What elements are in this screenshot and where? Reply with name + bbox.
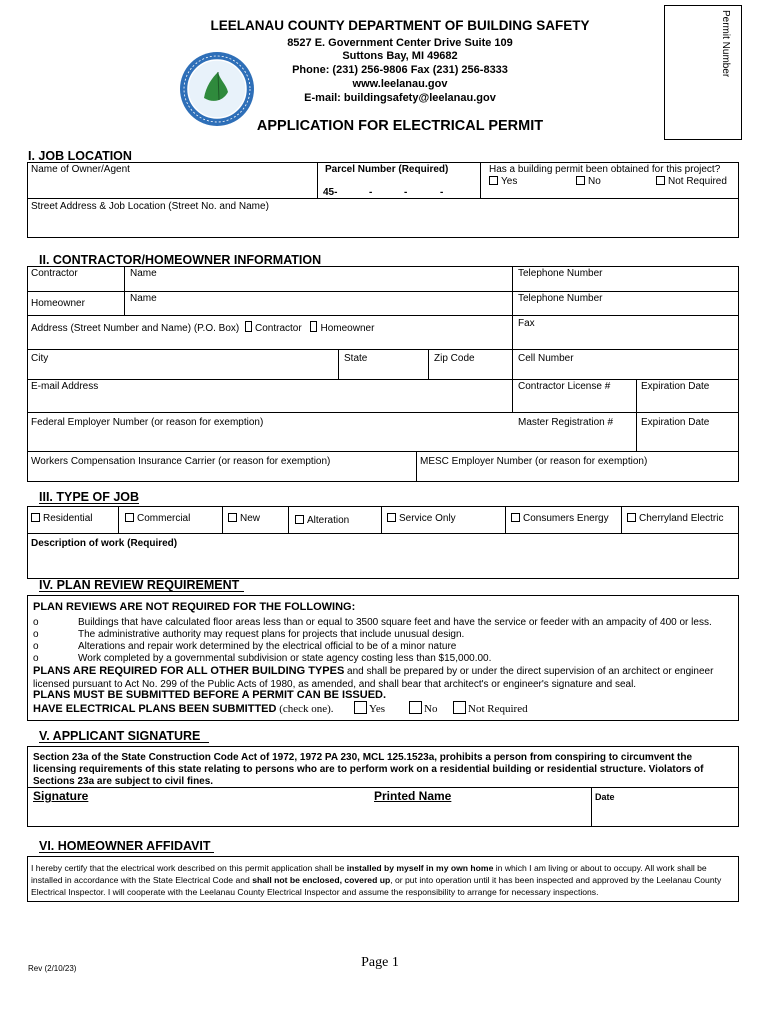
owner-agent-label: Name of Owner/Agent [31, 164, 130, 175]
check-one-text: (check one). [276, 703, 334, 715]
job-alteration-option[interactable] [295, 515, 349, 526]
permit-no-label: No [588, 176, 601, 187]
plan-exempt-item-3: Alterations and repair work determined by the electrical official to be of a minor nature [78, 641, 457, 652]
job-commercial-option[interactable] [125, 513, 190, 524]
permit-question: Has a building permit been obtained for this project? [489, 164, 721, 175]
contractor-phone-label: Telephone Number [518, 268, 603, 279]
checkbox[interactable] [489, 176, 498, 185]
printed-name-label: Printed Name [374, 789, 452, 803]
bullet-2: o [33, 629, 39, 640]
parcel-dash-3: - [440, 187, 444, 198]
job-commercial-label: Commercial [137, 513, 191, 524]
job-new-label: New [240, 513, 261, 524]
signature-statement: Section 23a of the State Construction Code Act of 1972, 1972 PA 230, MCL 125.1523a, prohibits a person from conspiring to circumvent the licensing requirements of this state relating to persons who are to perform work on a residential building or residential structure. Violators of Sections 23a are subject to civil fines. [33, 752, 704, 787]
checkbox[interactable] [125, 513, 134, 522]
job-residential-option[interactable] [31, 513, 92, 524]
section-job-location: I. JOB LOCATION [28, 149, 132, 163]
affidavit-bold-1: installed by myself in my own home [346, 863, 494, 873]
master-expiration-label: Expiration Date [641, 417, 710, 428]
checkbox[interactable] [576, 176, 585, 185]
permit-not-required-label: Not Required [668, 176, 727, 187]
plans-no-option[interactable] [409, 701, 437, 715]
checkbox[interactable] [409, 701, 422, 714]
parcel-prefix: 45- [323, 187, 338, 198]
permit-number-box[interactable] [664, 5, 742, 140]
parcel-number-label: Parcel Number (Required) [325, 164, 449, 175]
state-label: State [344, 353, 368, 364]
job-consumers-energy-option[interactable] [511, 513, 609, 524]
job-cherryland-option[interactable] [627, 513, 723, 524]
section-job-type: III. TYPE OF JOB [39, 490, 140, 504]
master-registration-label: Master Registration # [518, 417, 614, 428]
page-number: Page 1 [361, 955, 399, 970]
plan-not-required-heading: PLAN REVIEWS ARE NOT REQUIRED FOR THE FOLLOWING: [33, 601, 356, 613]
description-label: Description of work (Required) [31, 538, 178, 549]
department-name: LEELANAU COUNTY DEPARTMENT OF BUILDING SAFETY [210, 18, 590, 33]
job-alteration-label: Alteration [307, 515, 350, 526]
revision-date: Rev (2/10/23) [28, 964, 77, 973]
license-expiration-label: Expiration Date [641, 381, 710, 392]
signature-label: Signature [33, 789, 89, 803]
street-address-label: Street Address & Job Location (Street No. and Name) [31, 201, 269, 212]
homeowner-phone-label: Telephone Number [518, 293, 603, 304]
checkbox[interactable] [387, 513, 396, 522]
checkbox[interactable] [453, 701, 466, 714]
checkbox[interactable] [627, 513, 636, 522]
address-contractor-option: Contractor [255, 323, 302, 334]
checkbox[interactable] [228, 513, 237, 522]
bullet-1: o [33, 617, 39, 628]
license-label: Contractor License # [518, 381, 611, 392]
zip-label: Zip Code [434, 353, 475, 364]
plans-yes-option[interactable] [354, 701, 385, 715]
plans-no-label: No [424, 703, 438, 715]
address-line-1: 8527 E. Government Center Drive Suite 109 [287, 37, 513, 49]
job-new-option[interactable] [228, 513, 260, 524]
mesc-label: MESC Employer Number (or reason for exemption) [420, 456, 648, 467]
phone-fax: Phone: (231) 256-9806 Fax (231) 256-8333 [292, 64, 508, 76]
section-plan-review: IV. PLAN REVIEW REQUIREMENT [39, 578, 240, 592]
address-line-2: Suttons Bay, MI 49682 [342, 50, 458, 62]
homeowner-name-label: Name [130, 293, 157, 304]
city-label: City [31, 353, 49, 364]
plans-required-text-2: licensed pursuant to Act No. 299 of the Public Acts of 1980, as amended, and shall bear that architect's or engineer's signature and seal. [33, 679, 637, 690]
section-affidavit: VI. HOMEOWNER AFFIDAVIT [39, 839, 211, 853]
job-service-only-label: Service Only [399, 513, 456, 524]
plans-yes-label: Yes [369, 703, 386, 715]
checkbox[interactable] [31, 513, 40, 522]
plan-exempt-item-2: The administrative authority may request plans for projects that include unusual design. [78, 629, 465, 640]
permit-number-label: Permit Number [720, 10, 731, 78]
permit-not-required-option[interactable] [656, 176, 727, 187]
section-signature: V. APPLICANT SIGNATURE [39, 729, 201, 743]
checkbox[interactable] [295, 515, 304, 524]
parcel-dash-2: - [404, 187, 408, 198]
affidavit-part-3: , or put into operation until it has been inspected and approved by the Leelanau County Electrical Inspector. I will cooperate with the Leelanau County Electrical Inspector and assume the responsibility to arrange for necessary inspections. [31, 875, 722, 897]
checkbox[interactable] [511, 513, 520, 522]
form-title: APPLICATION FOR ELECTRICAL PERMIT [256, 118, 544, 134]
section-contractor: II. CONTRACTOR/HOMEOWNER INFORMATION [39, 253, 322, 267]
workers-comp-label: Workers Compensation Insurance Carrier (or reason for exemption) [31, 456, 331, 467]
address-label: Address (Street Number and Name) (P.O. Box) [31, 323, 240, 334]
email-label: E-mail Address [31, 381, 99, 392]
permit-yes-option[interactable] [489, 176, 517, 187]
affidavit-text [31, 862, 735, 898]
contractor-label: Contractor [31, 268, 78, 279]
website: www.leelanau.gov [352, 78, 448, 90]
job-residential-label: Residential [43, 513, 93, 524]
contractor-name-label: Name [130, 268, 157, 279]
fein-label: Federal Employer Number (or reason for exemption) [31, 417, 264, 428]
plan-exempt-item-1: Buildings that have calculated floor areas less than or equal to 3500 square feet and have the service or feeder with an ampacity of 400 or less. [78, 617, 712, 628]
job-consumers-energy-label: Consumers Energy [523, 513, 609, 524]
permit-no-option[interactable] [576, 176, 601, 187]
email-address: E-mail: buildingsafety@leelanau.gov [304, 92, 496, 104]
plans-must-submit: PLANS MUST BE SUBMITTED BEFORE A PERMIT CAN BE ISSUED. [33, 689, 387, 701]
plans-submitted-question: HAVE ELECTRICAL PLANS BEEN SUBMITTED [33, 703, 277, 715]
affidavit-bold-2: shall not be enclosed, covered up [252, 875, 391, 885]
address-homeowner-option: Homeowner [320, 323, 375, 334]
bullet-4: o [33, 653, 39, 664]
job-cherryland-label: Cherryland Electric [639, 513, 724, 524]
plan-exempt-item-4: Work completed by a governmental subdivision or state agency costing less than $15,000.00. [78, 653, 492, 664]
parcel-dash-1: - [369, 187, 373, 198]
cell-label: Cell Number [518, 353, 574, 364]
address-homeowner-checkbox[interactable] [310, 321, 317, 332]
checkbox[interactable] [656, 176, 665, 185]
plans-required-lead: PLANS ARE REQUIRED FOR ALL OTHER BUILDING TYPES [33, 665, 345, 677]
affidavit-part-2: in which I am living or about to occupy. All work shall be installed in accordance with the State Electrical Code and [31, 863, 707, 885]
plans-not-required-option[interactable] [453, 701, 528, 715]
plans-not-required-label: Not Required [468, 703, 528, 715]
date-label: Date [595, 792, 615, 802]
fax-label: Fax [518, 318, 535, 329]
plans-required-text: and shall be prepared by or under the direct supervision of an architect or engineer [344, 666, 714, 677]
job-service-only-option[interactable] [387, 513, 456, 524]
bullet-3: o [33, 641, 39, 652]
homeowner-label: Homeowner [31, 298, 85, 309]
address-contractor-checkbox[interactable] [245, 321, 252, 332]
checkbox[interactable] [354, 701, 367, 714]
permit-yes-label: Yes [501, 176, 518, 187]
affidavit-part-1: I hereby certify that the electrical work described on this permit application shall be [31, 863, 347, 873]
